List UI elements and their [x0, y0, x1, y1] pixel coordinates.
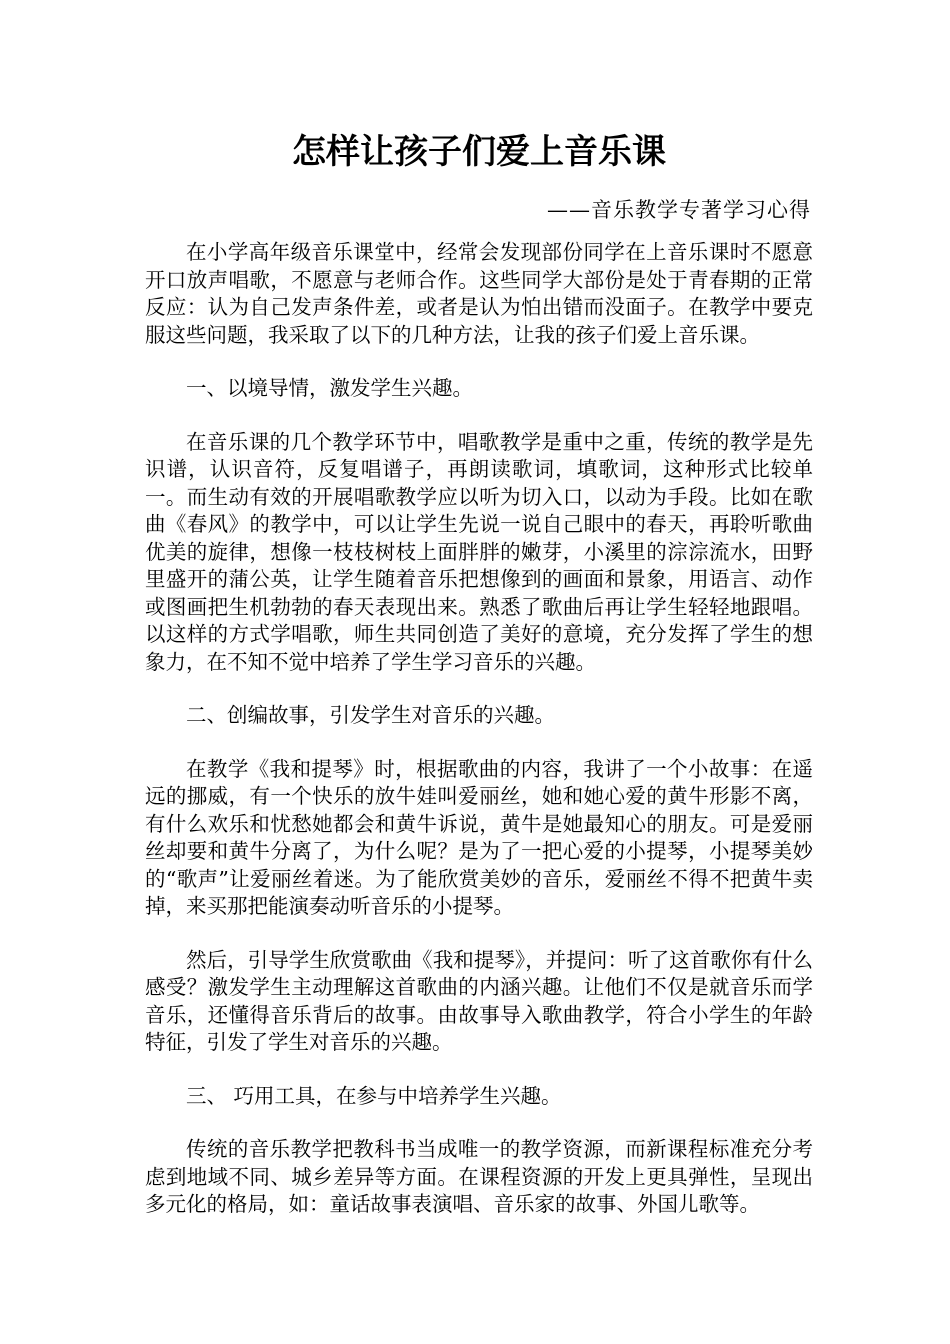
- section-heading-2: 二、创编故事，引发学生对音乐的兴趣。: [186, 703, 555, 727]
- document-body: [145, 239, 813, 1245]
- section-3-paragraph: 传统的音乐教学把教科书当成唯一的教学资源，而新课程标准充分考虑到地域不同、城乡差异等方面。在课程资源的开发上更具弹性，呈现出多元化的格局，如：童话故事表演唱、音乐家的故事、外国儿歌等。: [145, 1137, 813, 1216]
- section-2-paragraph-2: 然后，引导学生欣赏歌曲《我和提琴》，并提问：听了这首歌你有什么感受？激发学生主动理解这首歌曲的内涵兴趣。让他们不仅是就音乐而学音乐，还懂得音乐背后的故事。由故事导入歌曲教学，符合小学生的年龄特征，引发了学生对音乐的兴趣。: [145, 947, 813, 1054]
- intro-paragraph: 在小学高年级音乐课堂中，经常会发现部份同学在上音乐课时不愿意开口放声唱歌，不愿意与老师合作。这些同学大部份是处于青春期的正常反应：认为自己发声条件差，或者是认为怕出错而没面子。在教学中要克服这些问题，我采取了以下的几种方法，让我的孩子们爱上音乐课。: [145, 240, 813, 347]
- section-heading-3: 三、 巧用工具，在参与中培养学生兴趣。: [186, 1083, 562, 1108]
- document-title: 怎样让孩子们爱上音乐课: [292, 132, 666, 172]
- section-2-paragraph-1: 在教学《我和提琴》时，根据歌曲的内容，我讲了一个小故事：在遥远的挪威，有一个快乐的放牛娃叫爱丽丝，她和她心爱的黄牛形影不离，有什么欢乐和忧愁她都会和黄牛诉说，黄牛是她最知心的朋友。可是爱丽丝却要和黄牛分离了，为什么呢？是为了一把心爱的小提琴，小提琴美妙的“歌声”让爱丽丝着迷。为了能欣赏美妙的音乐，爱丽丝不得不把黄牛卖掉，来买那把能演奏动听音乐的小提琴。: [145, 756, 813, 918]
- document-subtitle: ——音乐教学专著学习心得: [547, 198, 811, 222]
- section-1-paragraph: 在音乐课的几个教学环节中，唱歌教学是重中之重，传统的教学是先识谱，认识音符，反复唱谱子，再朗读歌词，填歌词，这种形式比较单一。而生动有效的开展唱歌教学应以听为切入口，以动为手段。比如在歌曲《春风》的教学中，可以让学生先说一说自己眼中的春天，再聆听歌曲优美的旋律，想像一枝枝树枝上面胖胖的嫩芽，小溪里的淙淙流水，田野里盛开的蒲公英，让学生随着音乐把想像到的画面和景象，用语言、动作或图画把生机勃勃的春天表现出来。熟悉了歌曲后再让学生轻轻地跟唱。以这样的方式学唱歌，师生共同创造了美好的意境，充分发挥了学生的想象力，在不知不觉中培养了学生学习音乐的兴趣。: [145, 429, 813, 674]
- section-heading-1: 一、以境导情，激发学生兴趣。: [186, 376, 473, 400]
